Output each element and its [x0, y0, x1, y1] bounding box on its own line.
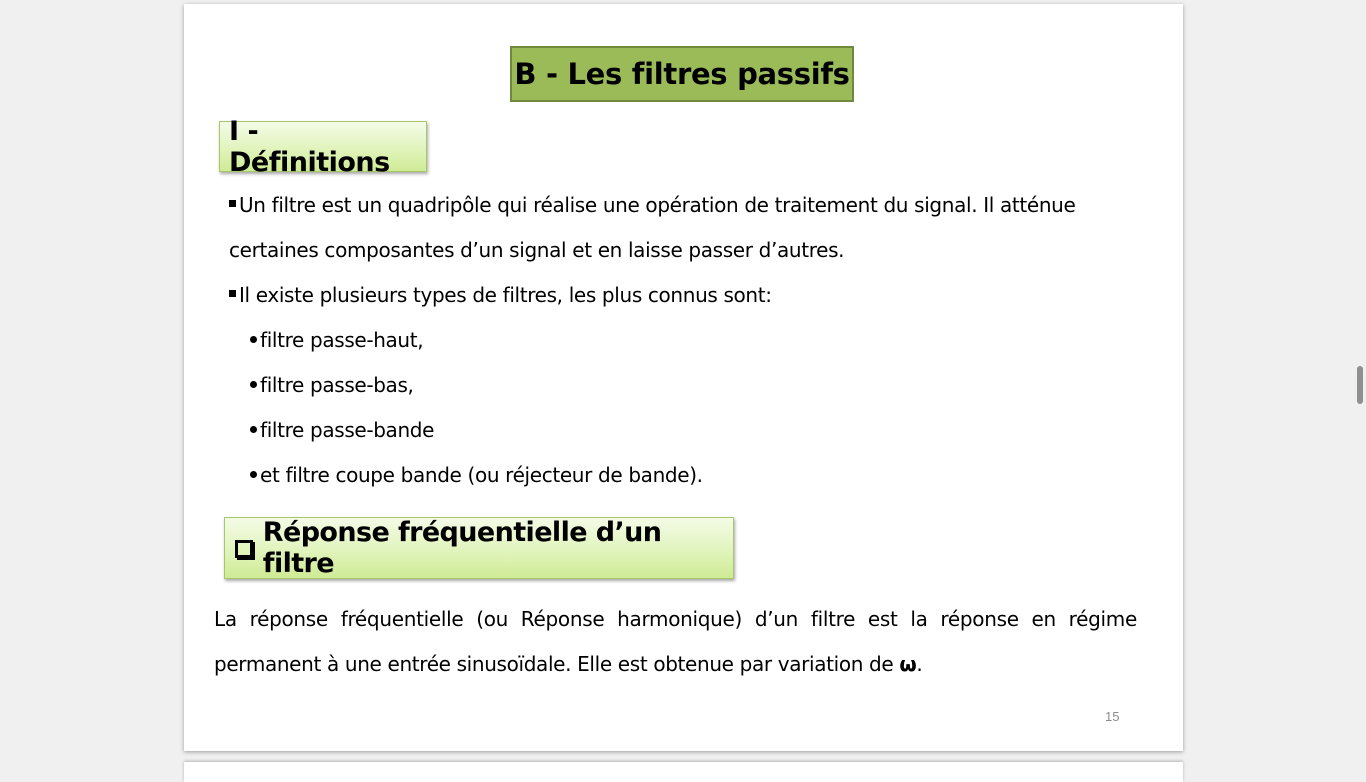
square-bullet-icon	[229, 290, 236, 297]
paragraph-definition-line-2	[229, 238, 844, 262]
checkbox-bullet-icon	[235, 540, 253, 558]
slide-page	[184, 4, 1183, 751]
section-heading-frequency-response	[224, 517, 734, 579]
paragraph-frequency-response-line-2	[214, 652, 922, 676]
paragraph-definition-text-2: certaines composantes d’un signal et en laisse passer d’autres.	[229, 238, 845, 262]
section-heading-definitions	[219, 115, 427, 178]
paragraph-frequency-response-text-2: permanent à une entrée sinusoïdale. Elle est obtenue par variation de	[214, 652, 900, 676]
paragraph-definition-line-1	[229, 193, 1075, 217]
square-bullet-icon	[229, 200, 236, 207]
paragraph-definition-text-1: Un filtre est un quadripôle qui réalise une opération de traitement du signal. Il atténue	[239, 193, 1076, 217]
list-item-filter-type	[250, 418, 434, 442]
list-item-filter-type	[250, 328, 423, 352]
paragraph-period: .	[916, 652, 923, 676]
scrollbar-thumb[interactable]	[1357, 366, 1363, 404]
list-item-label: filtre passe-bas,	[260, 373, 414, 397]
round-bullet-icon	[250, 471, 257, 478]
slide-title: B - Les filtres passifs	[514, 57, 850, 91]
round-bullet-icon	[250, 381, 257, 388]
list-item-label: et filtre coupe bande (ou réjecteur de bande).	[260, 463, 703, 487]
paragraph-types-intro	[229, 283, 772, 307]
page-number: 15	[1105, 709, 1120, 724]
section-heading-definitions-label: I - Définitions	[229, 115, 390, 178]
round-bullet-icon	[250, 426, 257, 433]
paragraph-types-intro-text: Il existe plusieurs types de filtres, les plus connus sont:	[239, 283, 772, 307]
list-item-filter-type	[250, 463, 703, 487]
paragraph-frequency-response-text-1: La réponse fréquentielle (ou Réponse harmonique) d’un filtre est la réponse en régime	[214, 607, 1137, 631]
round-bullet-icon	[250, 336, 257, 343]
vertical-scrollbar[interactable]	[1354, 0, 1366, 768]
omega-symbol: ω	[899, 652, 917, 676]
slide-title-box	[510, 46, 854, 102]
section-heading-frequency-response-label: Réponse fréquentielle d’un filtre	[262, 517, 662, 579]
list-item-label: filtre passe-haut,	[260, 328, 424, 352]
next-page-edge	[184, 762, 1183, 782]
list-item-filter-type	[250, 373, 414, 397]
paragraph-frequency-response-line-1	[214, 607, 1137, 631]
list-item-label: filtre passe-bande	[260, 418, 435, 442]
